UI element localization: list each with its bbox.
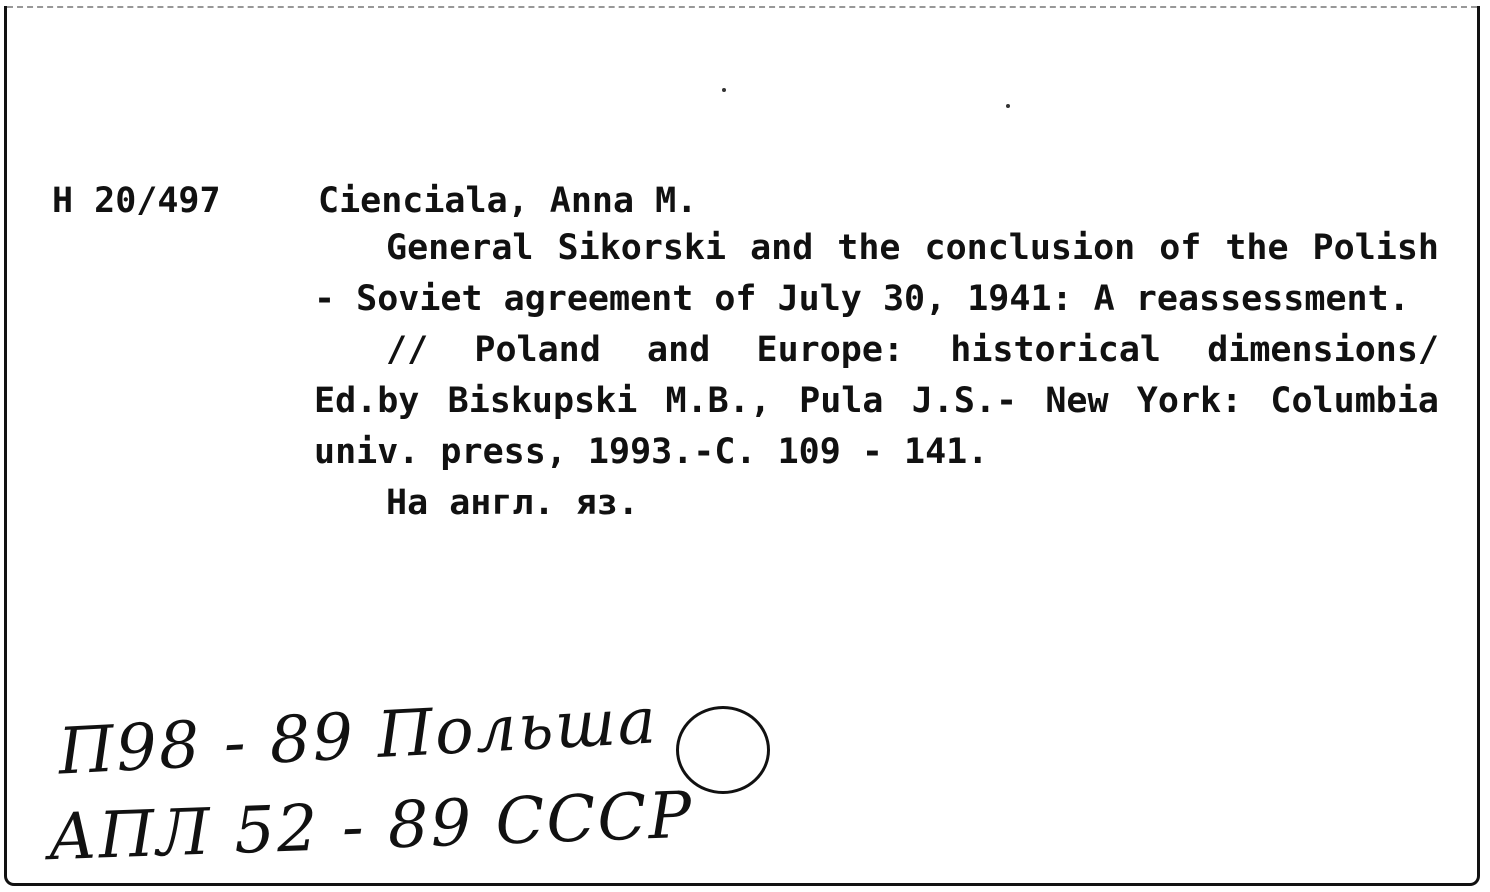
scan-speck bbox=[1006, 104, 1010, 108]
record-source: // Poland and Europe: historical dimensions/ Ed.by Biskupski M.B., Pula J.S.- New York: Columbia univ. press, 1993.-C. 109 - 141. bbox=[314, 330, 1439, 472]
scan-speck bbox=[722, 88, 726, 92]
handwritten-classification-1: П98 - 89 Польша bbox=[56, 684, 660, 790]
card-top-edge bbox=[7, 6, 1477, 8]
call-number: H 20/497 bbox=[52, 181, 221, 221]
language-note: На англ. яз. bbox=[386, 483, 639, 523]
record-body bbox=[314, 223, 1439, 529]
handwritten-classification-2: АПЛ 52 - 89 СССР bbox=[46, 778, 695, 876]
record-title: General Sikorski and the conclusion of the Polish - Soviet agreement of July 30, 1941: A reassessment. bbox=[314, 228, 1439, 319]
author-name: Cienciala, Anna M. bbox=[318, 181, 698, 221]
